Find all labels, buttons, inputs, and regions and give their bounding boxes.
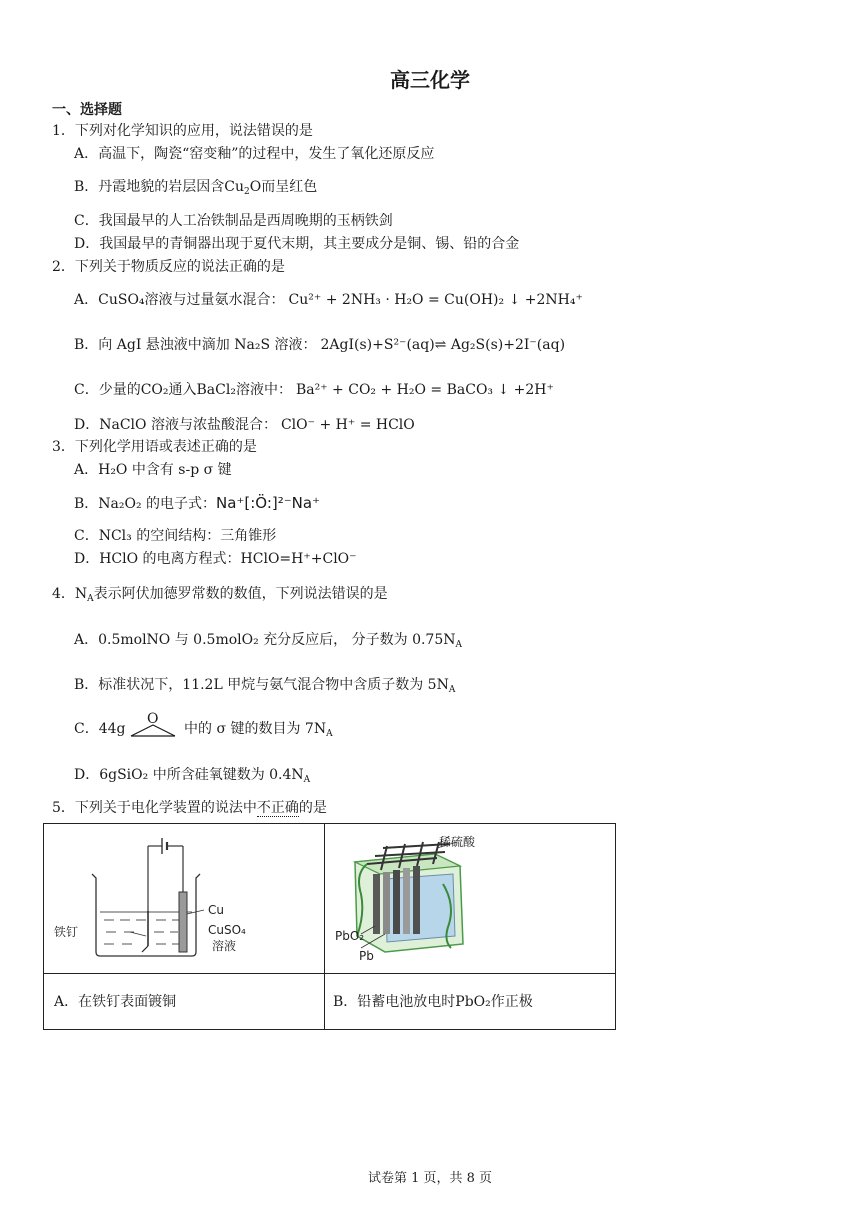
cell-lead-acid-battery (325, 824, 616, 974)
q4-stem: 4．$N_A$表示阿伏加德罗常数的数值，下列说法错误的是 (52, 586, 388, 604)
solution-surface (100, 912, 192, 944)
page-footer: 试卷第 1 页，共 8 页 (367, 1171, 493, 1186)
q5-stem: 5．下列关于电化学装置的说法中不正确的是 (52, 800, 327, 816)
label-solution: 溶液 (212, 939, 237, 953)
page-title: 高三化学 (390, 68, 470, 92)
q2-option-c: C．少量的CO₂通入BaCl₂溶液中： Ba²⁺ + CO₂ + H₂O = BaCO₃ ↓ +2H⁺ (74, 382, 554, 398)
q2-b-equation: 2AgI(s)+S²⁻(aq)⇌ Ag₂S(s)+2I⁻(aq) (320, 337, 566, 353)
label-cu: Cu (208, 903, 224, 917)
cell-electroplating-diagram (44, 824, 325, 974)
q3-option-a: A．H₂O 中含有 s-p σ 键 (74, 462, 232, 478)
q4-option-c-pre: C．44g (74, 721, 126, 737)
q4-option-b: B．标准状况下，11.2L 甲烷与氨气混合物中含质子数为 $5N_A$ (74, 677, 456, 695)
q3-option-b: B．Na₂O₂ 的电子式：Na⁺[:Ö:]²⁻Na⁺ (74, 494, 320, 512)
q1-option-d: D．我国最早的青铜器出现于夏代末期，其主要成分是铜、锡、铅的合金 (74, 236, 520, 252)
q3-option-c: C．NCl₃ 的空间结构：三角锥形 (74, 528, 277, 544)
q1-option-b: B．丹霞地貌的岩层因含$Cu_2O$而呈红色 (74, 179, 318, 197)
q1-option-a: A．高温下，陶瓷“窑变釉”的过程中，发生了氧化还原反应 (74, 146, 435, 162)
label-cuso4: CuSO₄ (208, 923, 246, 937)
epoxide-structure (127, 708, 183, 740)
q4-option-c: 中的 σ 键的数目为 $7N_A$ (184, 721, 333, 739)
label-pbo2: PbO₂ (335, 929, 365, 943)
q5-options-table (43, 823, 616, 1030)
copper-electrode (179, 892, 187, 952)
q2-d-equation: ClO⁻ + H⁺ = HClO (280, 417, 415, 433)
q2-option-a: A．CuSO₄溶液与过量氨水混合： Cu²⁺ + 2NH₃ · H₂O = Cu(OH)₂ ↓ +2NH₄⁺ (74, 292, 583, 308)
q4-option-d: D．6gSiO₂ 中所含硅氧键数为 $0.4N_A$ (74, 767, 311, 785)
option-b-cell: B．铅蓄电池放电时PbO₂作正极 (325, 974, 616, 1030)
q2-a-equation: Cu²⁺ + 2NH₃ · H₂O = Cu(OH)₂ ↓ +2NH₄⁺ (288, 292, 583, 308)
epoxide-oxygen-label: O (147, 711, 159, 727)
label-pb: Pb (359, 949, 374, 963)
electron-formula: Na⁺[:Ö:]²⁻Na⁺ (216, 494, 320, 512)
electroplating-diagram (44, 824, 324, 969)
section-heading: 一、选择题 (52, 102, 122, 118)
q1-stem: 1．下列对化学知识的应用，说法错误的是 (52, 123, 313, 139)
q2-option-b: B．向 AgI 悬浊液中滴加 Na₂S 溶液： 2AgI(s)+S²⁻(aq)⇌ Ag₂S(s)+2I⁻(aq) (74, 337, 566, 353)
option-a-cell: A．在铁钉表面镀铜 (44, 974, 325, 1030)
lead-acid-battery-diagram (325, 824, 615, 969)
q4-option-a: A．0.5molNO 与 0.5molO₂ 充分反应后， 分子数为 $0.75N_A$ (74, 632, 462, 650)
q2-option-d: D．NaClO 溶液与浓盐酸混合： ClO⁻ + H⁺ = HClO (74, 417, 415, 433)
q1-option-c: C．我国最早的人工冶铁制品是西周晚期的玉柄铁剑 (74, 213, 393, 229)
label-iron-nail: 铁钉 (54, 925, 79, 939)
q3-option-d: D．HClO 的电离方程式：HClO=H⁺+ClO⁻ (74, 551, 357, 567)
q2-stem: 2．下列关于物质反应的说法正确的是 (52, 259, 285, 275)
emphasis-text: 不正确 (256, 800, 299, 816)
label-dilute-acid: 稀硫酸 (439, 835, 476, 849)
q2-c-equation: Ba²⁺ + CO₂ + H₂O = BaCO₃ ↓ +2H⁺ (295, 382, 554, 398)
q3-stem: 3．下列化学用语或表述正确的是 (52, 439, 257, 455)
